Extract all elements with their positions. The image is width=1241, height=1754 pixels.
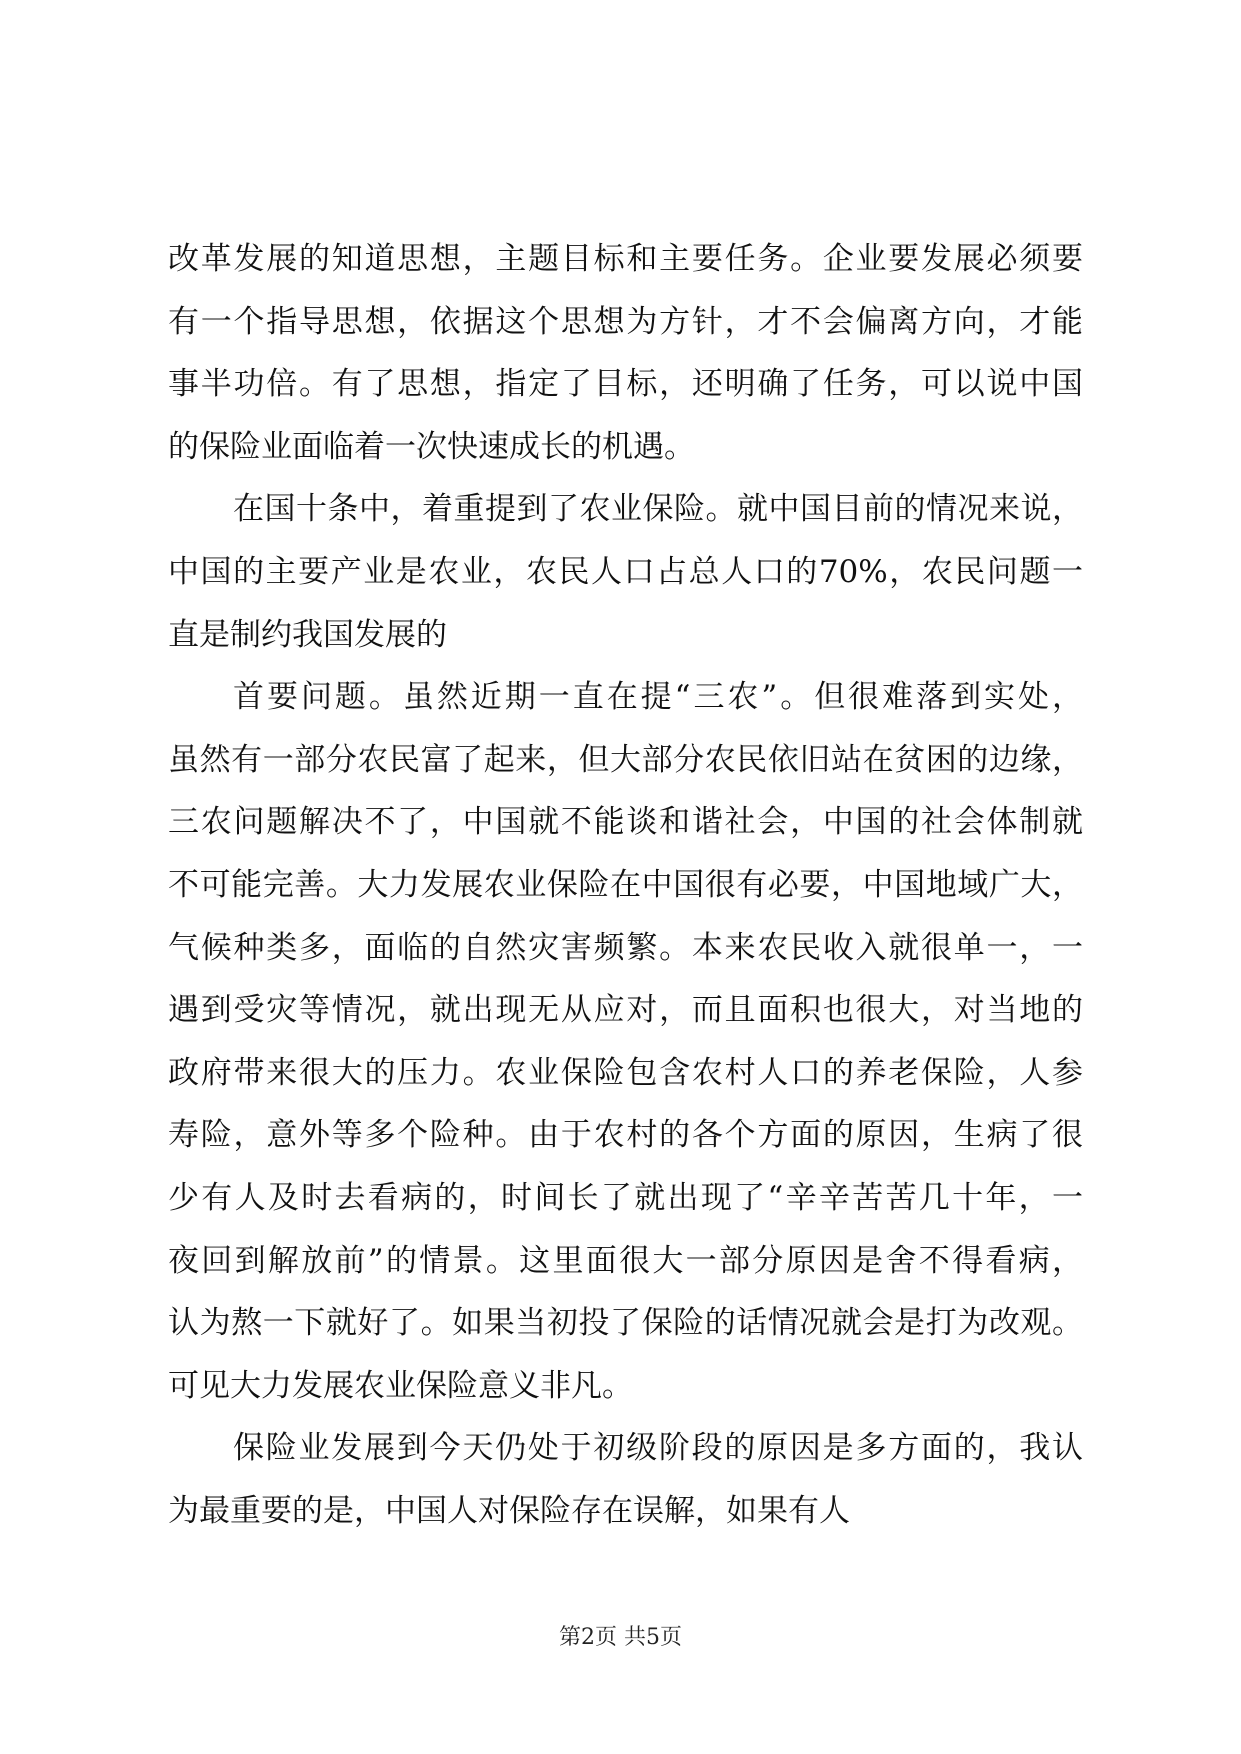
text-line: 三农问题解决不了，中国就不能谈和谐社会，中国的社会体制就 — [168, 804, 1083, 841]
text-line: 认为熬一下就好了。如果当初投了保险的话情况就会是打为改观。 — [168, 1305, 1083, 1342]
text-line: 少有人及时去看病的，时间长了就出现了“辛辛苦苦几十年，一 — [168, 1179, 1083, 1216]
text-line: 为最重要的是，中国人对保险存在误解，如果有人 — [168, 1492, 850, 1529]
paragraph — [168, 228, 1083, 478]
text-line: 遇到受灾等情况，就出现无从应对，而且面积也很大，对当地的 — [168, 992, 1083, 1029]
text-line: 首要问题。虽然近期一直在提“三农”。但很难落到实处， — [233, 679, 1083, 716]
text-line: 气候种类多，面临的自然灾害频繁。本来农民收入就很单一，一 — [168, 929, 1083, 966]
text-line: 直是制约我国发展的 — [168, 616, 447, 653]
text-line: 夜回到解放前”的情景。这里面很大一部分原因是舍不得看病， — [168, 1242, 1083, 1279]
text-line: 中国的主要产业是农业，农民人口占总人口的70%，农民问题一 — [168, 553, 1083, 590]
text-line: 虽然有一部分农民富了起来，但大部分农民依旧站在贫困的边缘， — [168, 741, 1083, 778]
text-line: 事半功倍。有了思想，指定了目标，还明确了任务，可以说中国 — [168, 366, 1083, 403]
text-line: 改革发展的知道思想，主题目标和主要任务。企业要发展必须要 — [168, 241, 1083, 277]
paragraph — [168, 666, 1083, 1417]
text-line: 保险业发展到今天仍处于初级阶段的原因是多方面的，我认 — [233, 1430, 1083, 1467]
text-line: 政府带来很大的压力。农业保险包含农村人口的养老保险，人参 — [168, 1054, 1083, 1091]
document-body — [168, 228, 1083, 1542]
text-line: 不可能完善。大力发展农业保险在中国很有必要，中国地域广大， — [168, 866, 1083, 903]
text-line: 可见大力发展农业保险意义非凡。 — [168, 1367, 633, 1404]
page-footer: 第2页 共5页 — [559, 1625, 682, 1650]
text-line: 有一个指导思想，依据这个思想为方针，才不会偏离方向，才能 — [168, 303, 1083, 340]
text-line: 在国十条中，着重提到了农业保险。就中国目前的情况来说， — [233, 491, 1083, 528]
text-line: 寿险，意外等多个险种。由于农村的各个方面的原因，生病了很 — [168, 1117, 1083, 1154]
paragraph — [168, 478, 1083, 666]
text-line: 的保险业面临着一次快速成长的机遇。 — [168, 428, 695, 465]
paragraph — [168, 1417, 1083, 1542]
